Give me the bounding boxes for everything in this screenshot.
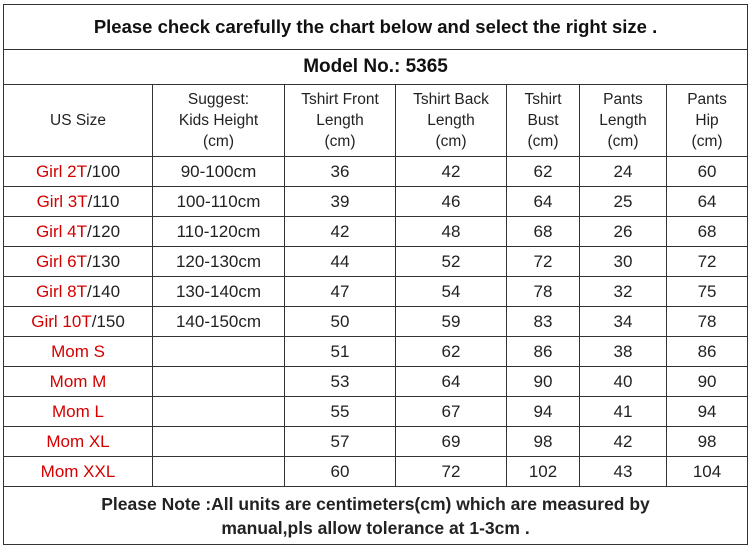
table-row <box>4 187 748 217</box>
tshirt-back-length-cell: 59 <box>396 307 507 337</box>
tshirt-front-length-cell: 44 <box>285 247 396 277</box>
us-size-cell <box>4 337 153 367</box>
us-size-cell <box>4 217 153 247</box>
note-line-2: manual,pls allow tolerance at 1-3cm . <box>221 517 530 538</box>
us-size-cell <box>4 277 153 307</box>
tshirt-back-length-cell: 69 <box>396 427 507 457</box>
pants-hip-cell: 90 <box>667 367 748 397</box>
tshirt-back-length-cell: 64 <box>396 367 507 397</box>
pants-length-cell: 25 <box>580 187 667 217</box>
kids-height-cell: 100-110cm <box>153 187 285 217</box>
kids-height-cell <box>153 427 285 457</box>
tshirt-bust-cell: 78 <box>507 277 580 307</box>
table-row <box>4 217 748 247</box>
pants-hip-cell: 64 <box>667 187 748 217</box>
tshirt-back-length-cell: 42 <box>396 157 507 187</box>
header-line: Kids Height <box>178 112 259 129</box>
size-number: /100 <box>86 161 121 181</box>
header-line: (cm) <box>435 133 467 150</box>
size-label: Girl 2T <box>35 161 87 181</box>
kids-height-cell: 110-120cm <box>153 217 285 247</box>
table-row <box>4 457 748 487</box>
tshirt-back-length-cell: 67 <box>396 397 507 427</box>
us-size-cell <box>4 457 153 487</box>
pants-length-cell: 26 <box>580 217 667 247</box>
header-pants-hip <box>667 85 748 157</box>
size-number: /110 <box>87 191 120 211</box>
tshirt-back-length-cell: 54 <box>396 277 507 307</box>
pants-length-cell: 42 <box>580 427 667 457</box>
us-size-cell <box>4 157 153 187</box>
header-line: Length <box>316 112 364 129</box>
tshirt-front-length-cell: 60 <box>285 457 396 487</box>
header-pants-length <box>580 85 667 157</box>
tshirt-front-length-cell: 39 <box>285 187 396 217</box>
title-row <box>4 5 748 50</box>
pants-hip-cell: 68 <box>667 217 748 247</box>
tshirt-back-length-cell: 52 <box>396 247 507 277</box>
pants-hip-cell: 78 <box>667 307 748 337</box>
pants-length-cell: 41 <box>580 397 667 427</box>
header-line: (cm) <box>203 133 234 150</box>
header-tshirt-bust <box>507 85 580 157</box>
header-line: (cm) <box>607 133 639 150</box>
pants-length-cell: 34 <box>580 307 667 337</box>
tshirt-bust-cell: 83 <box>507 307 580 337</box>
tshirt-front-length-cell: 42 <box>285 217 396 247</box>
pants-length-cell: 43 <box>580 457 667 487</box>
table-row <box>4 337 748 367</box>
size-number: /150 <box>91 311 125 331</box>
tshirt-bust-cell: 90 <box>507 367 580 397</box>
header-line: Suggest: <box>187 91 250 108</box>
tshirt-bust-cell: 86 <box>507 337 580 367</box>
size-label: Mom S <box>51 341 105 361</box>
tshirt-bust-cell: 94 <box>507 397 580 427</box>
tshirt-bust-cell: 68 <box>507 217 580 247</box>
chart-title: Please check carefully the chart below and select the right size . <box>4 5 748 50</box>
tshirt-front-length-cell: 47 <box>285 277 396 307</box>
header-us-size <box>4 85 153 157</box>
kids-height-cell: 130-140cm <box>153 277 285 307</box>
tshirt-front-length-cell: 55 <box>285 397 396 427</box>
table-row <box>4 367 748 397</box>
kids-height-cell: 90-100cm <box>153 157 285 187</box>
pants-hip-cell: 98 <box>667 427 748 457</box>
tshirt-front-length-cell: 53 <box>285 367 396 397</box>
us-size-cell <box>4 367 153 397</box>
header-line: (cm) <box>527 133 559 150</box>
table-row <box>4 427 748 457</box>
tshirt-front-length-cell: 36 <box>285 157 396 187</box>
pants-length-cell: 24 <box>580 157 667 187</box>
pants-length-cell: 32 <box>580 277 667 307</box>
header-line: (cm) <box>691 133 723 150</box>
table-row <box>4 247 748 277</box>
size-label: Girl 3T <box>36 191 88 211</box>
kids-height-cell <box>153 457 285 487</box>
pants-hip-cell: 60 <box>667 157 748 187</box>
size-label: Mom XXL <box>40 461 116 481</box>
pants-length-cell: 38 <box>580 337 667 367</box>
size-label: Girl 8T <box>35 281 87 301</box>
tshirt-front-length-cell: 50 <box>285 307 396 337</box>
size-number: /140 <box>86 281 121 301</box>
table-row <box>4 277 748 307</box>
size-label: Girl 10T <box>31 311 92 331</box>
header-tshirt-back-length <box>396 85 507 157</box>
tshirt-front-length-cell: 51 <box>285 337 396 367</box>
pants-length-cell: 40 <box>580 367 667 397</box>
table-row <box>4 307 748 337</box>
header-line: Hip <box>695 112 719 129</box>
us-size-cell <box>4 187 153 217</box>
size-label: Mom XL <box>46 431 110 451</box>
size-label: Girl 4T <box>35 221 87 241</box>
tshirt-bust-cell: 98 <box>507 427 580 457</box>
kids-height-cell: 140-150cm <box>153 307 285 337</box>
header-line: Length <box>599 112 647 129</box>
size-label: Mom M <box>49 371 107 391</box>
note-line-1: Please Note :All units are centimeters(cm) which are measured by <box>101 493 650 514</box>
model-row <box>4 50 748 85</box>
pants-hip-cell: 104 <box>667 457 748 487</box>
header-kids-height <box>153 85 285 157</box>
table-row <box>4 157 748 187</box>
note-cell <box>4 487 748 545</box>
header-line: Pants <box>603 91 643 108</box>
kids-height-cell <box>153 397 285 427</box>
tshirt-back-length-cell: 62 <box>396 337 507 367</box>
header-tshirt-front-length <box>285 85 396 157</box>
tshirt-bust-cell: 62 <box>507 157 580 187</box>
model-number: Model No.: 5365 <box>4 50 748 85</box>
header-line: Bust <box>527 112 559 129</box>
us-size-cell <box>4 307 153 337</box>
table-row <box>4 397 748 427</box>
tshirt-back-length-cell: 72 <box>396 457 507 487</box>
header-line: Tshirt Front <box>301 91 379 108</box>
size-number: /120 <box>86 221 121 241</box>
tshirt-bust-cell: 102 <box>507 457 580 487</box>
kids-height-cell: 120-130cm <box>153 247 285 277</box>
us-size-cell <box>4 397 153 427</box>
tshirt-bust-cell: 64 <box>507 187 580 217</box>
header-line: (cm) <box>324 133 356 150</box>
pants-hip-cell: 86 <box>667 337 748 367</box>
tshirt-back-length-cell: 46 <box>396 187 507 217</box>
pants-hip-cell: 94 <box>667 397 748 427</box>
note-row <box>4 487 748 545</box>
tshirt-back-length-cell: 48 <box>396 217 507 247</box>
header-line: Tshirt Back <box>413 91 489 108</box>
pants-hip-cell: 72 <box>667 247 748 277</box>
pants-length-cell: 30 <box>580 247 667 277</box>
pants-hip-cell: 75 <box>667 277 748 307</box>
header-line: Pants <box>687 91 727 108</box>
tshirt-bust-cell: 72 <box>507 247 580 277</box>
header-line: US Size <box>50 112 106 129</box>
header-line: Length <box>427 112 475 129</box>
size-label: Girl 6T <box>35 251 87 271</box>
header-line: Tshirt <box>524 91 562 108</box>
kids-height-cell <box>153 337 285 367</box>
size-chart-table <box>3 4 748 545</box>
size-number: /130 <box>86 251 121 271</box>
header-row <box>4 85 748 157</box>
us-size-cell <box>4 247 153 277</box>
size-label: Mom L <box>52 401 104 421</box>
tshirt-front-length-cell: 57 <box>285 427 396 457</box>
kids-height-cell <box>153 367 285 397</box>
us-size-cell <box>4 427 153 457</box>
